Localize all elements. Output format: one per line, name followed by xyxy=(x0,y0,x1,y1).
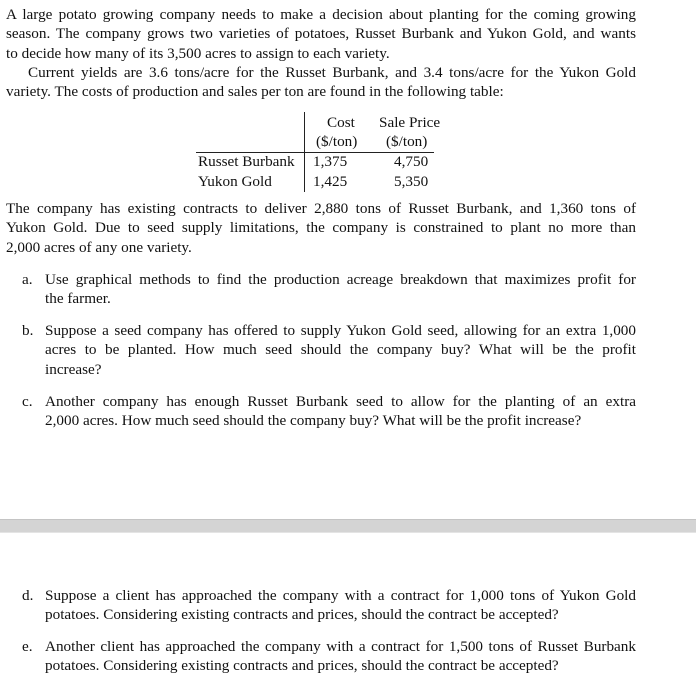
question-label: d. xyxy=(22,587,34,604)
intro-paragraph xyxy=(6,5,636,63)
question-line: 2,000 acres. How much seed should the company buy? What will be the profit increase? xyxy=(45,412,582,430)
question-d xyxy=(22,586,636,625)
intro-line: season. The company grows two varieties of potatoes, Russet Burbank and Yukon Gold, and wants xyxy=(6,25,636,43)
question-label: c. xyxy=(22,393,33,410)
row-sale: 5,350 xyxy=(394,173,429,190)
row-variety: Yukon Gold xyxy=(198,173,272,190)
page-divider xyxy=(0,519,696,533)
question-e xyxy=(22,637,636,676)
yields-paragraph xyxy=(6,63,636,102)
question-line: Another company has enough Russet Burbank seed to allow for the planting of an extra xyxy=(45,393,636,410)
row-cost: 1,425 xyxy=(313,173,348,190)
question-label: b. xyxy=(22,322,34,339)
question-c xyxy=(22,392,636,431)
question-line: Suppose a client has approached the company with a contract for 1,000 tons of Yukon Gold xyxy=(45,587,636,604)
question-line: acres to be planted. How much seed should the company buy? What will be the profit xyxy=(45,341,636,359)
contracts-line: The company has existing contracts to deliver 2,880 tons of Russet Burbank, and 1,360 tons of xyxy=(6,200,636,217)
question-line: Use graphical methods to find the production acreage breakdown that maximizes profit for xyxy=(45,271,636,288)
contracts-paragraph xyxy=(6,199,636,257)
question-line: the farmer. xyxy=(45,290,111,308)
row-variety: Russet Burbank xyxy=(198,153,295,170)
question-line: Another client has approached the company with a contract for 1,500 tons of Russet Burbank xyxy=(45,638,636,655)
yields-line: variety. The costs of production and sales per ton are found in the following table: xyxy=(6,83,504,101)
row-sale: 4,750 xyxy=(394,153,429,170)
header-cost-label: Cost xyxy=(327,114,355,131)
question-label: a. xyxy=(22,271,33,288)
question-label: e. xyxy=(22,638,33,655)
question-b xyxy=(22,321,636,379)
contracts-line: 2,000 acres of any one variety. xyxy=(6,238,192,256)
question-line: Suppose a seed company has offered to supply Yukon Gold seed, allowing for an extra 1,000 xyxy=(45,322,636,339)
contracts-line: Yukon Gold. Due to seed supply limitations, the company is constrained to plant no more than xyxy=(6,219,636,237)
yields-line: Current yields are 3.6 tons/acre for the Russet Burbank, and 3.4 tons/acre for the Yukon Gold xyxy=(28,64,636,81)
header-sale-unit: ($/ton) xyxy=(386,133,428,150)
intro-line: A large potato growing company needs to make a decision about planting for the coming growing xyxy=(6,6,636,23)
question-line: increase? xyxy=(45,360,102,378)
header-cost-unit: ($/ton) xyxy=(316,133,358,150)
question-line: potatoes. Considering existing contracts and prices, should the contract be accepted? xyxy=(45,606,559,624)
question-a xyxy=(22,270,636,309)
header-sale-label: Sale Price xyxy=(379,114,441,131)
question-line: potatoes. Considering existing contracts and prices, should the contract be accepted? xyxy=(45,657,559,675)
intro-line: to decide how many of its 3,500 acres to assign to each variety. xyxy=(6,44,390,62)
row-cost: 1,375 xyxy=(313,153,348,170)
